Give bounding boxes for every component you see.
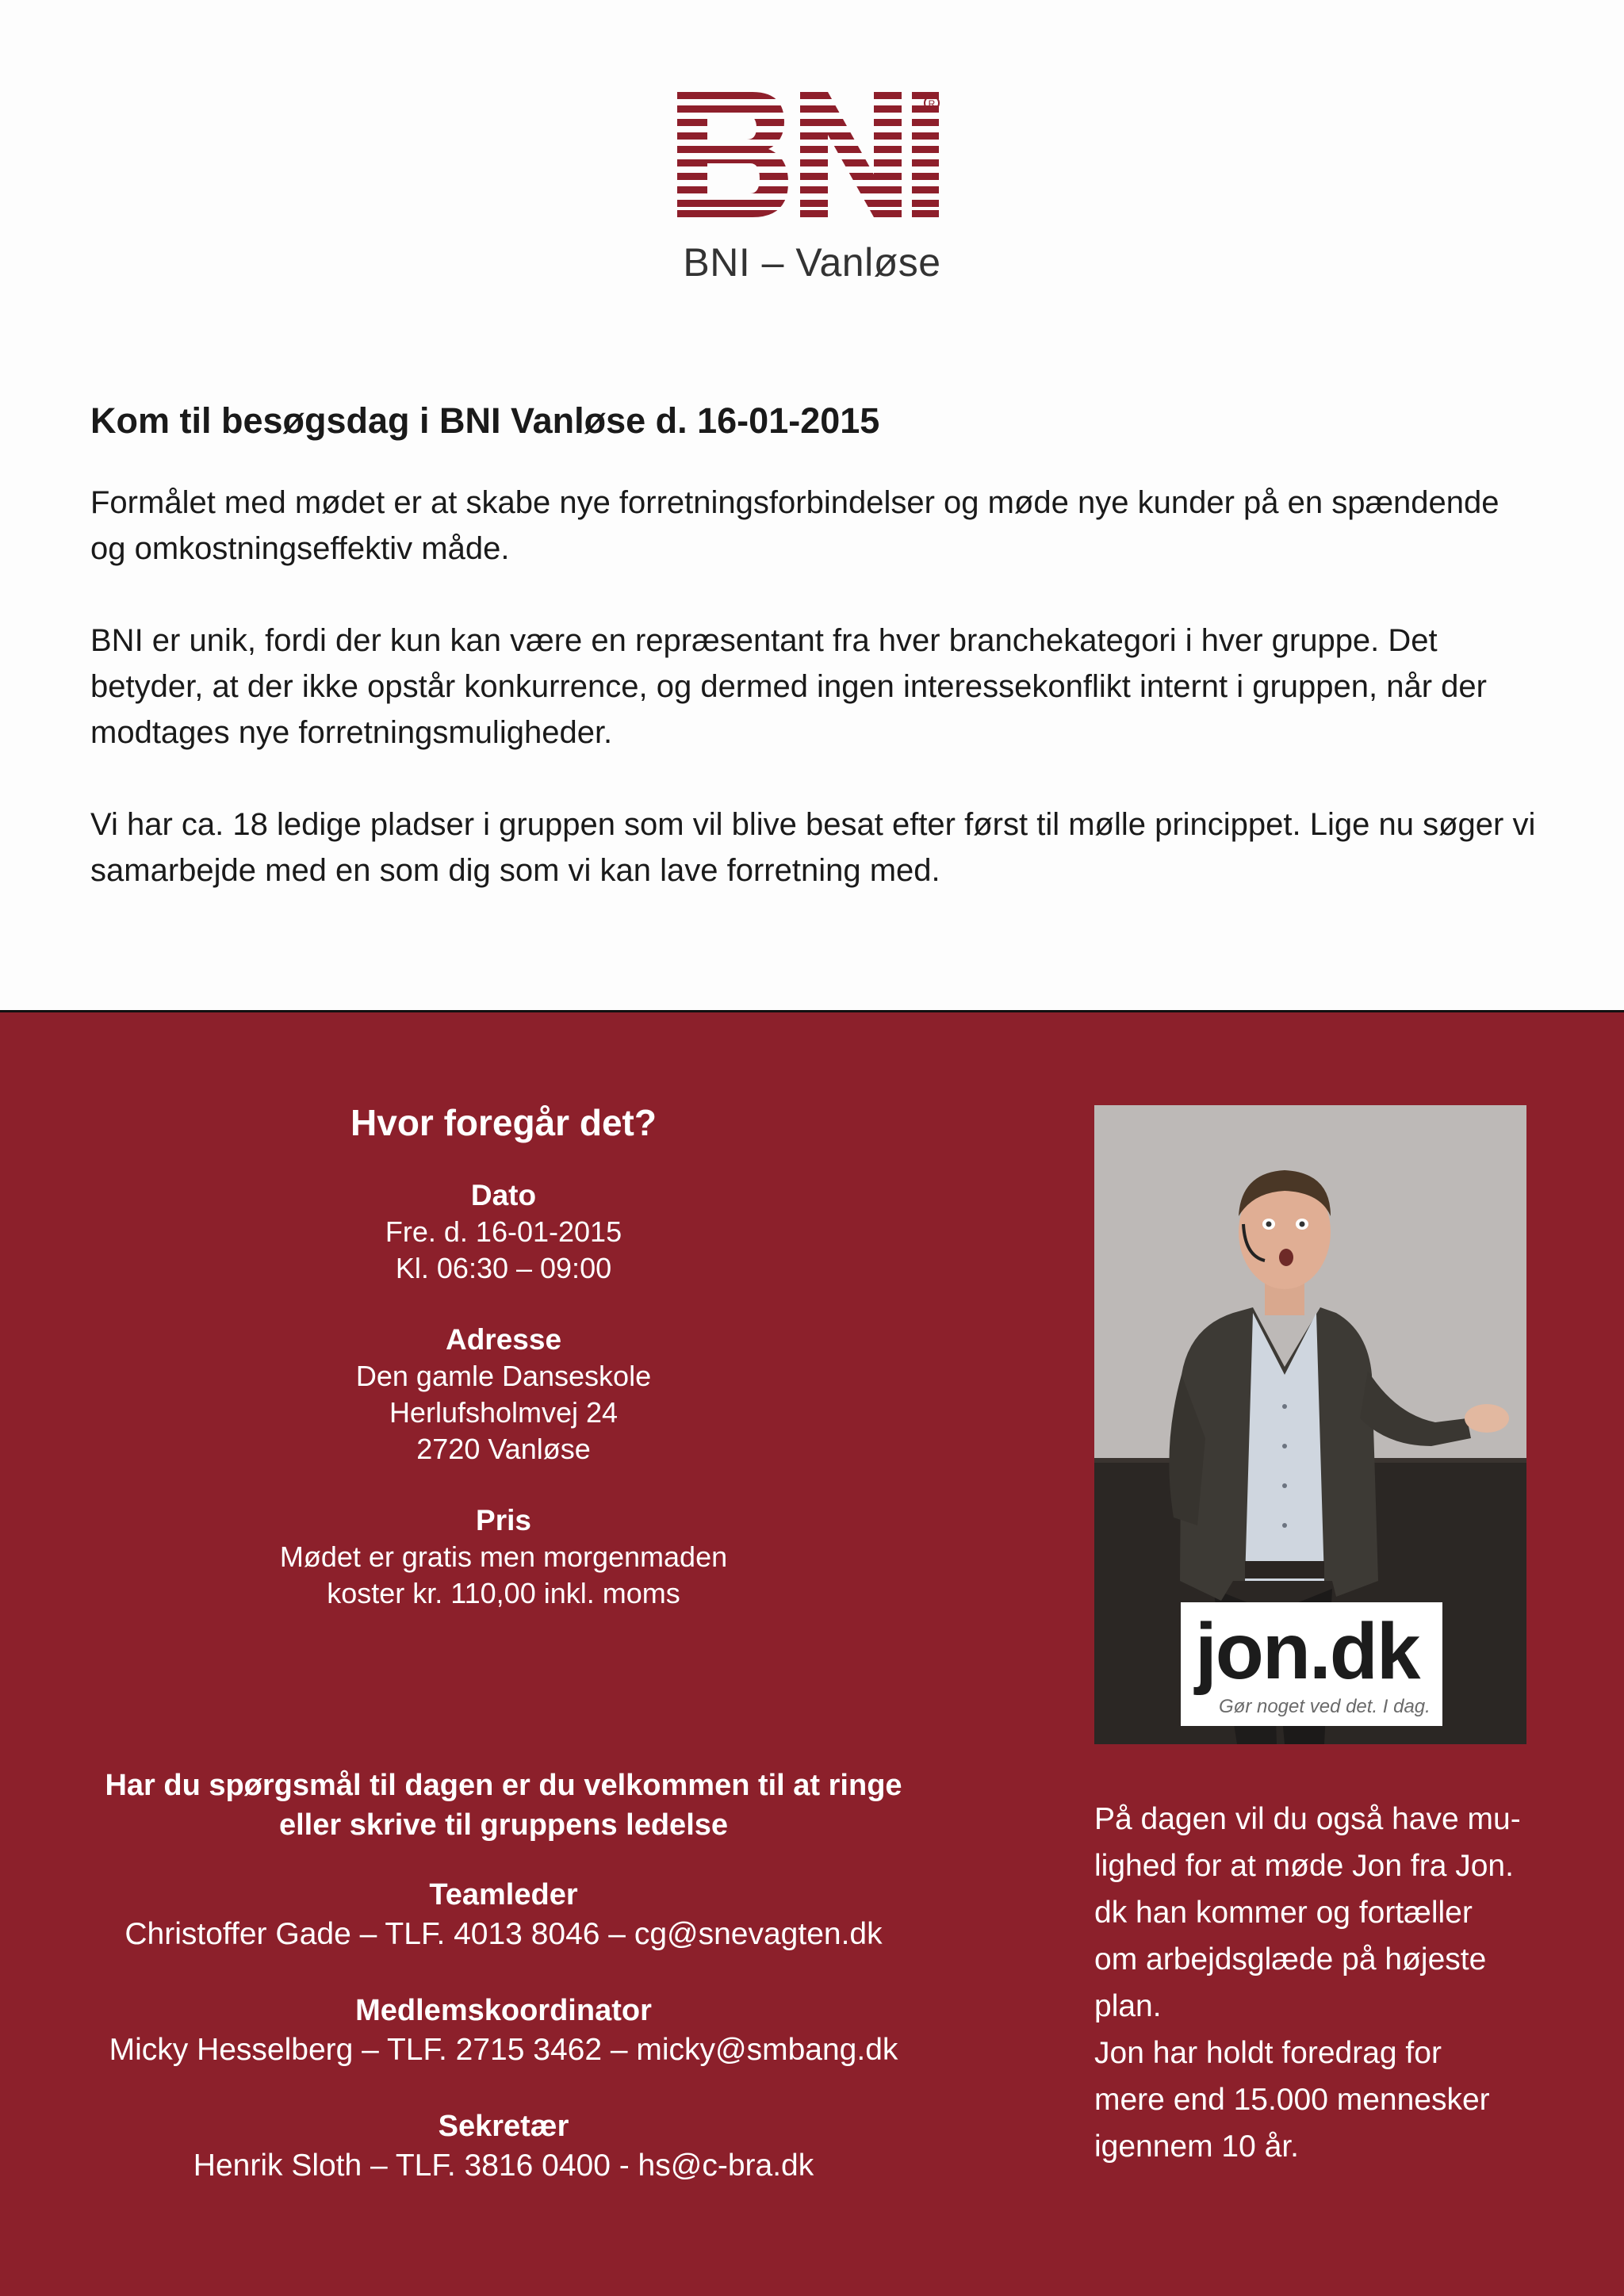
speaker-text-line: lighed for at møde Jon fra Jon. bbox=[1094, 1849, 1514, 1883]
event-heading: Hvor foregår det? bbox=[350, 1102, 657, 1143]
member-coordinator-block bbox=[63, 1991, 944, 2070]
speaker-text-line: På dagen vil du også have mu- bbox=[1094, 1802, 1521, 1836]
svg-text:R: R bbox=[928, 98, 936, 109]
role-label: Medlemskoordinator bbox=[355, 1994, 652, 2027]
jondk-logo-badge bbox=[1181, 1602, 1442, 1726]
intro-title: Kom til besøgsdag i BNI Vanløse d. 16-01-2015 bbox=[90, 400, 880, 441]
price-label: Pris bbox=[476, 1504, 531, 1536]
address-block bbox=[63, 1322, 944, 1468]
address-line: Herlufsholmvej 24 bbox=[389, 1396, 619, 1429]
bni-logo bbox=[0, 89, 1624, 285]
role-contact-line: Henrik Sloth – TLF. 3816 0400 - hs@c-bra.dk bbox=[193, 2149, 814, 2183]
contact-intro bbox=[63, 1766, 944, 1845]
date-label: Dato bbox=[470, 1179, 537, 1211]
event-details bbox=[63, 1101, 944, 1647]
secretary-block bbox=[63, 2107, 944, 2186]
event-band bbox=[0, 1012, 1624, 2296]
chapter-name: BNI – Vanløse bbox=[683, 240, 941, 285]
bni-logo-graphic bbox=[677, 89, 947, 224]
speaker-text-line: om arbejdsglæde på højeste bbox=[1094, 1942, 1487, 1976]
jondk-logo-text: jon.dk bbox=[1195, 1607, 1419, 1696]
role-contact-line: Micky Hesselberg – TLF. 2715 3462 – micky@smbang.dk bbox=[109, 2033, 898, 2067]
speaker-photo bbox=[1094, 1105, 1526, 1744]
speaker-text-line: Jon har holdt foredrag for bbox=[1094, 2036, 1442, 2070]
address-line: 2720 Vanløse bbox=[416, 1433, 591, 1465]
intro-paragraph: BNI er unik, fordi der kun kan være en repræsentant fra hver branchekategori i hver gruppe. Det betyder, at der ikke opstår konkurrence, og dermed ingen interessekonflikt internt i gruppen, når der modtages nye forretningsmuligheder. bbox=[90, 623, 1487, 750]
address-line: Den gamle Danseskole bbox=[355, 1360, 652, 1392]
contact-section bbox=[63, 1766, 944, 2222]
role-label: Sekretær bbox=[438, 2110, 569, 2143]
contact-intro-line: eller skrive til gruppens ledelse bbox=[278, 1808, 729, 1842]
speaker-description bbox=[1094, 1796, 1538, 2170]
team-leader-block bbox=[63, 1875, 944, 1954]
intro-section bbox=[90, 400, 1542, 939]
price-block bbox=[63, 1502, 944, 1612]
price-line: Mødet er gratis men morgenmaden bbox=[279, 1540, 728, 1573]
speaker-text-line: mere end 15.000 mennesker bbox=[1094, 2083, 1490, 2117]
contact-intro-line: Har du spørgsmål til dagen er du velkommen til at ringe bbox=[105, 1769, 902, 1802]
role-contact-line: Christoffer Gade – TLF. 4013 8046 – cg@snevagten.dk bbox=[124, 1917, 883, 1951]
date-line: Fre. d. 16-01-2015 bbox=[385, 1215, 622, 1248]
speaker-text-line: plan. bbox=[1094, 1989, 1162, 2023]
address-label: Adresse bbox=[445, 1323, 562, 1356]
time-line: Kl. 06:30 – 09:00 bbox=[395, 1252, 612, 1284]
page-top-section bbox=[0, 0, 1624, 1012]
jondk-tagline: Gør noget ved det. I dag. bbox=[1219, 1696, 1431, 1717]
date-block bbox=[63, 1177, 944, 1287]
price-line: koster kr. 110,00 inkl. moms bbox=[327, 1577, 680, 1609]
speaker-text-line: igennem 10 år. bbox=[1094, 2130, 1300, 2164]
speaker-text-line: dk han kommer og fortæller bbox=[1094, 1896, 1473, 1930]
role-label: Teamleder bbox=[429, 1878, 578, 1911]
intro-paragraph: Vi har ca. 18 ledige pladser i gruppen som vil blive besat efter først til mølle princippet. Lige nu søger vi samarbejde med en som dig som vi kan lave forretning med. bbox=[90, 807, 1536, 888]
intro-paragraph: Formålet med mødet er at skabe nye forretningsforbindelser og møde nye kunder på en spændende og omkostningseffektiv måde. bbox=[90, 485, 1500, 566]
